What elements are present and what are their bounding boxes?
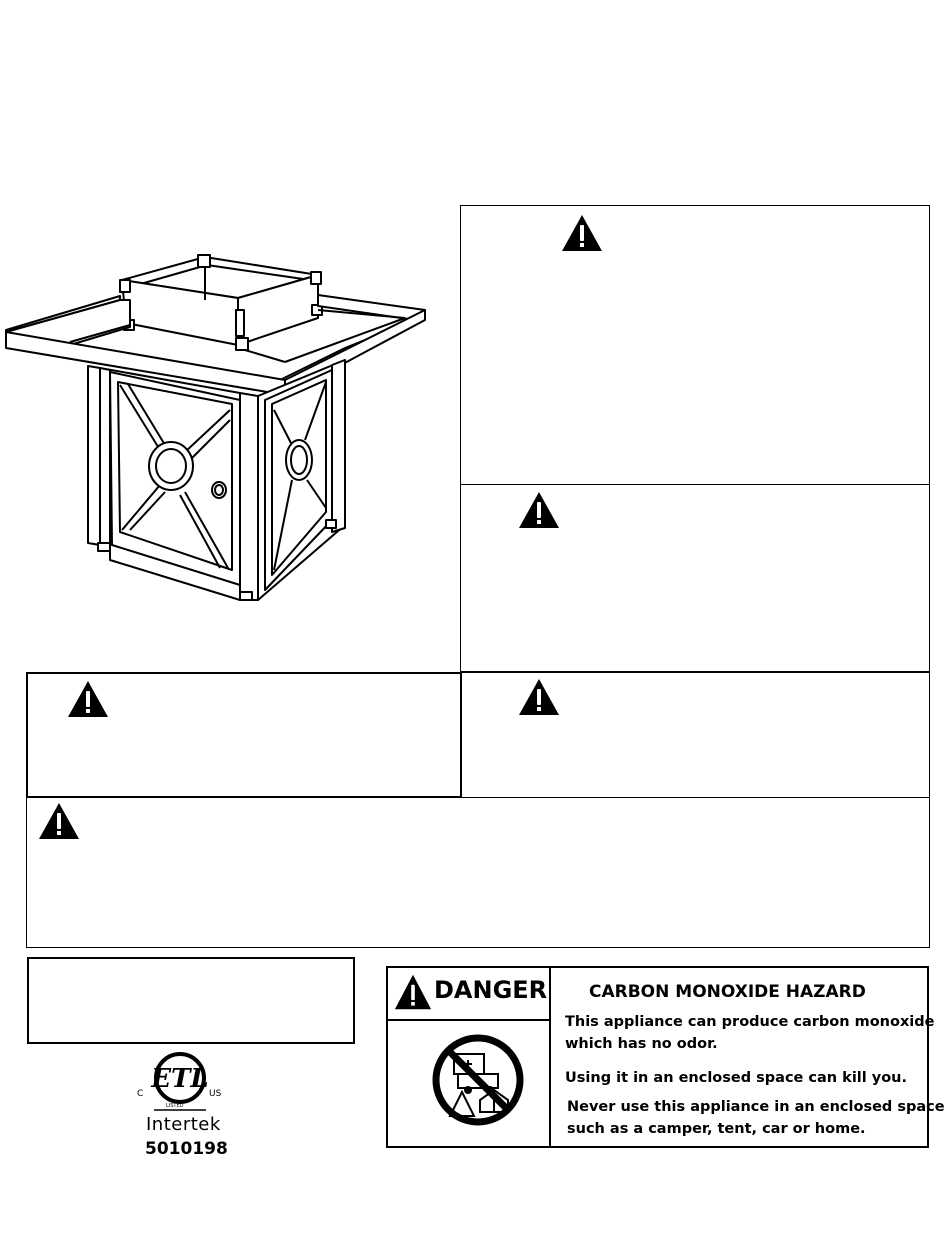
danger-divider-vertical [549,968,551,1146]
warning-box-4 [461,672,930,798]
danger-line-1: This appliance can produce carbon monoxide [565,1014,935,1030]
danger-line-5: such as a camper, tent, car or home. [567,1121,866,1137]
danger-line-4: Never use this appliance in an enclosed space [567,1099,945,1115]
warning-triangle-icon [518,491,560,529]
cert-country-right: US [209,1089,222,1099]
fire-table-illustration [0,245,440,610]
cert-listed-text: LISTED [166,1103,184,1109]
warning-box-3 [26,672,462,798]
danger-divider-horizontal [388,1019,550,1021]
certification-mark [130,1048,230,1163]
danger-triangle-icon [394,973,432,1011]
warning-box-5 [26,797,930,948]
svg-text:ETL: ETL [151,1064,209,1094]
cert-country-left: C [137,1089,144,1099]
warning-box-2 [460,484,930,672]
cert-number: 5010198 [145,1139,228,1159]
danger-line-2: which has no odor. [565,1036,718,1052]
cert-brand: Intertek [146,1114,221,1135]
info-box [27,957,355,1044]
danger-label [386,966,945,1148]
danger-signal-word: DANGER [434,976,548,1004]
warning-triangle-icon [38,802,80,840]
warning-triangle-icon [518,678,560,716]
no-enclosed-space-icon [428,1030,528,1130]
warning-triangle-icon [67,680,109,718]
danger-line-3: Using it in an enclosed space can kill you. [565,1070,908,1086]
warning-box-1 [460,205,930,485]
warning-triangle-icon [561,214,603,252]
danger-heading: CARBON MONOXIDE HAZARD [589,982,866,1002]
